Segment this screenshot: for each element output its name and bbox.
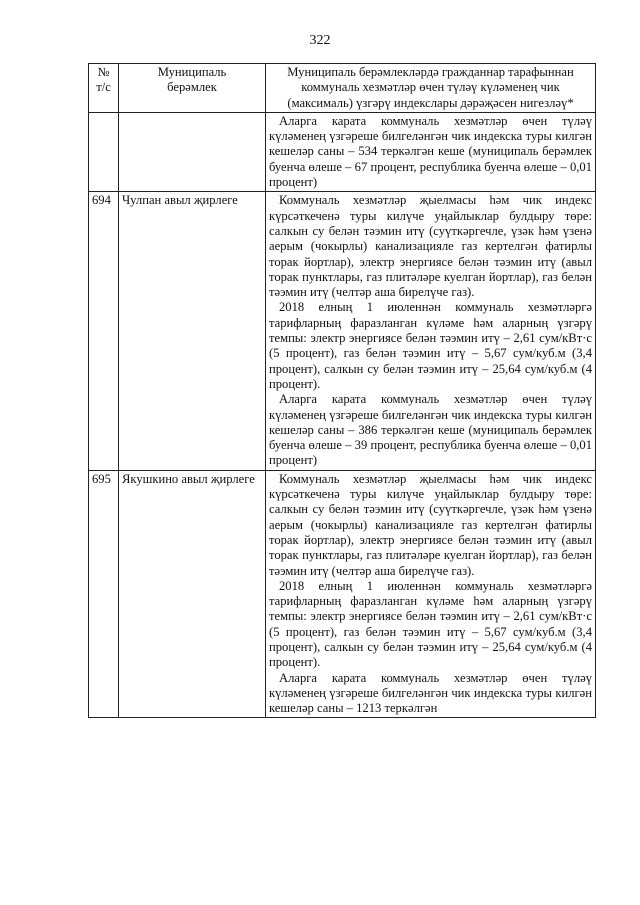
table-header-row — [89, 64, 596, 113]
header-basis: Муниципаль берәмлекләрдә гражданнар тарафыннан коммуналь хезмәтләр өчен түләү күләменең чик (максималь) үзгәрү индекслары дәрәҗәсен нигезләү* — [266, 64, 596, 113]
basis-paragraph: Аларга карата коммуналь хезмәтләр өчен түләү күләменең үзгәреше билгеләнгән чик индекска туры килгән кешеләр саны – 534 теркәлгән кеше (муниципаль берәмлек буенча өлеше – 67 процент, республика буенча өлеше – 0,01 процент) — [269, 113, 592, 190]
row-municipality: Чулпан авыл җирлеге — [119, 192, 266, 470]
basis-paragraph: Коммуналь хезмәтләр җыелмасы һәм чик индекс күрсәткеченә туры килүче уңайлыклар булдыру төре: салкын су белән тәэмин итү (суүткәргечле, үзәк һәм үзенә аерым (чокырлы) канализацияле газ кертелгән фатирлы торак йортлар), электр энергиясе белән тәэмин итү (авыл торак пунктлары, газ плитәләре куелган йортлар), газ белән тәэмин итү (челтәр аша бирелүче газ). — [269, 193, 592, 300]
row-basis — [266, 192, 596, 470]
row-basis — [266, 112, 596, 191]
basis-paragraph: Аларга карата коммуналь хезмәтләр өчен түләү күләменең үзгәреше билгеләнгән чик индекска туры килгән кешеләр саны – 386 теркәлгән кеше (муниципаль берәмлек буенча өлеше – 39 процент, республика буенча өлеше – 0,01 процент) — [269, 392, 592, 468]
row-municipality: Якушкино авыл җирлеге — [119, 470, 266, 718]
row-number: 695 — [89, 470, 119, 718]
row-municipality — [119, 112, 266, 191]
row-number — [89, 112, 119, 191]
header-municipality: Муниципаль берәмлек — [119, 64, 266, 113]
row-number: 694 — [89, 192, 119, 470]
row-basis — [266, 470, 596, 718]
table-row — [89, 192, 596, 470]
basis-paragraph: 2018 елның 1 июленнән коммуналь хезмәтләргә тарифларның фаразланган күләме һәм аларның үзгәрү темпы: электр энергиясе белән тәэмин итү – 2,61 сум/кВт·с (5 процент), газ белән тәэмин итү – 5,67 сум/куб.м (3,4 процент), салкын су белән тәэмин итү – 25,64 сум/куб.м (4 процент). — [269, 300, 592, 391]
basis-paragraph: Аларга карата коммуналь хезмәтләр өчен түләү күләменең үзгәреше билгеләнгән чик индекска туры килгән кешеләр саны – 1213 теркәлгән — [269, 670, 592, 716]
tariff-index-table — [88, 63, 596, 718]
basis-paragraph: 2018 елның 1 июленнән коммуналь хезмәтләргә тарифларның фаразланган күләме һәм аларның үзгәрү темпы: электр энергиясе белән тәэмин итү – 2,61 сум/кВт·с (5 процент), газ белән тәэмин итү – 5,67 сум/куб.м (3,4 процент), салкын су белән тәэмин итү – 25,64 сум/куб.м (4 процент). — [269, 578, 592, 670]
basis-paragraph: Коммуналь хезмәтләр җыелмасы һәм чик индекс күрсәткеченә туры килүче уңайлыклар булдыру төре: салкын су белән тәэмин итү (суүткәргечле, үзәк һәм үзенә аерым (чокырлы) канализацияле газ кертелгән фатирлы торак йортлар), электр энергиясе белән тәэмин итү (авыл торак пунктлары, газ плитәләре куелган йортлар), газ белән тәэмин итү (челтәр аша бирелүче газ). — [269, 471, 592, 578]
header-number: № т/с — [89, 64, 119, 113]
table-row — [89, 470, 596, 718]
page-number: 322 — [309, 33, 331, 48]
table-row — [89, 112, 596, 191]
